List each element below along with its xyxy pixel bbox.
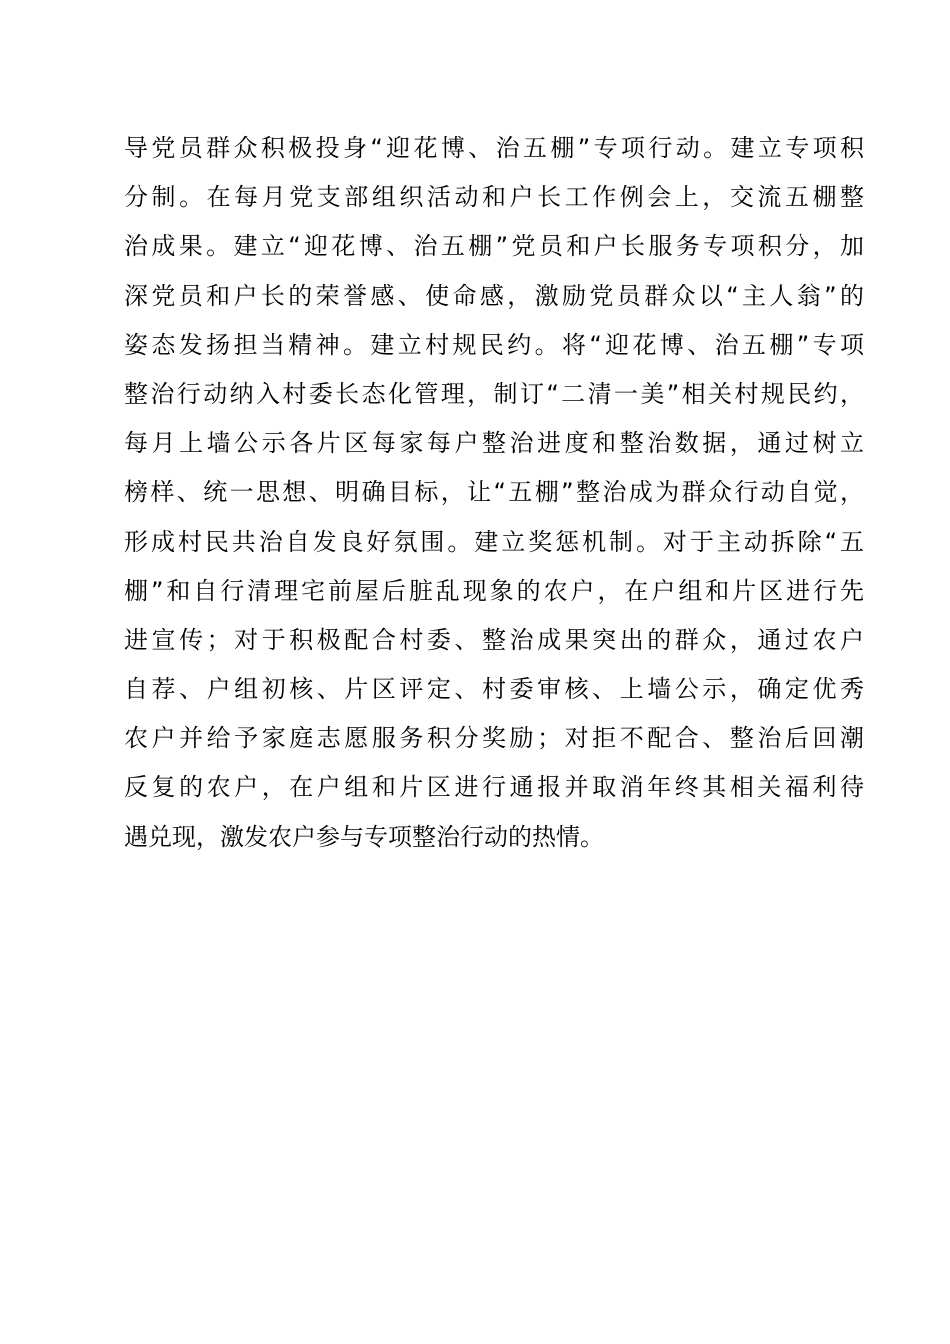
paragraph-line: 分制。在每月党支部组织活动和户长工作例会上，交流五棚整 bbox=[124, 183, 864, 212]
paragraph-line: 榜样、统一思想、明确目标，让“五棚”整治成为群众行动自觉， bbox=[124, 478, 864, 507]
paragraph-line: 遇兑现，激发农户参与专项整治行动的热情。 bbox=[124, 822, 604, 851]
paragraph-line: 导党员群众积极投身“迎花博、治五棚”专项行动。建立专项积 bbox=[124, 134, 864, 162]
paragraph-line: 进宣传；对于积极配合村委、整治成果突出的群众，通过农户 bbox=[124, 625, 864, 654]
paragraph-line: 棚”和自行清理宅前屋后脏乱现象的农户，在户组和片区进行先 bbox=[124, 576, 864, 605]
paragraph-line: 深党员和户长的荣誉感、使命感，激励党员群众以“主人翁”的 bbox=[124, 281, 864, 310]
paragraph-line: 自荐、户组初核、片区评定、村委审核、上墙公示，确定优秀 bbox=[124, 675, 864, 704]
paragraph-line: 治成果。建立“迎花博、治五棚”党员和户长服务专项积分，加 bbox=[124, 232, 864, 261]
paragraph-line: 农户并给予家庭志愿服务积分奖励；对拒不配合、整治后回潮 bbox=[124, 724, 864, 753]
paragraph-line: 反复的农户，在户组和片区进行通报并取消年终其相关福利待 bbox=[124, 773, 864, 802]
body-paragraph bbox=[124, 124, 864, 862]
paragraph-line: 形成村民共治自发良好氛围。建立奖惩机制。对于主动拆除“五 bbox=[124, 527, 864, 556]
paragraph-line: 每月上墙公示各片区每家每户整治进度和整治数据，通过树立 bbox=[124, 429, 864, 458]
paragraph-line: 整治行动纳入村委长态化管理，制订“二清一美”相关村规民约， bbox=[124, 379, 864, 408]
paragraph-line: 姿态发扬担当精神。建立村规民约。将“迎花博、治五棚”专项 bbox=[124, 330, 864, 359]
